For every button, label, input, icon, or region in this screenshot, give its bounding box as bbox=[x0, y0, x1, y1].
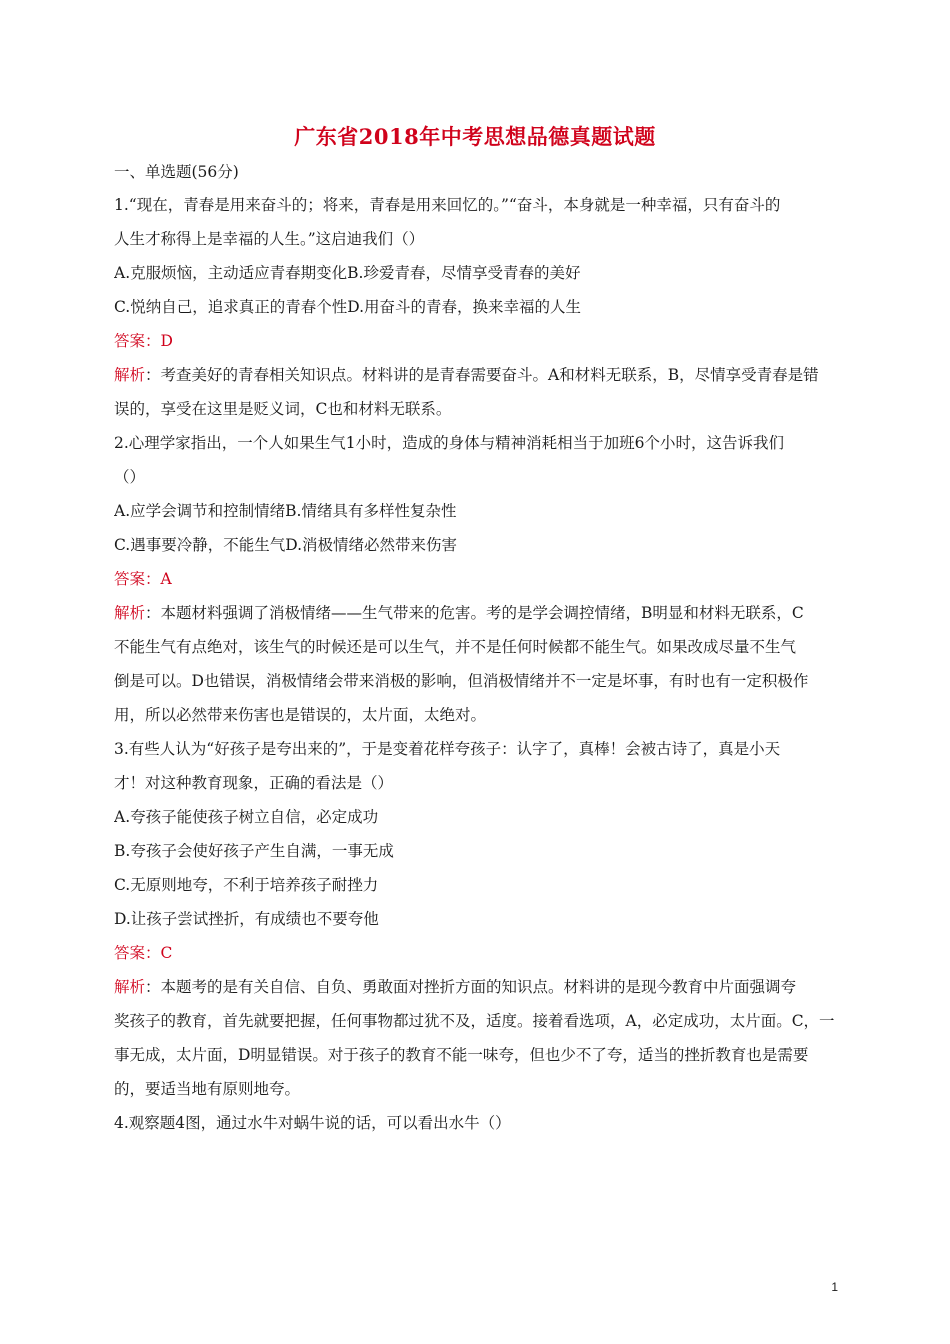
option-line: A.克服烦恼，主动适应青春期变化B.珍爱青春，尽情享受青春的美好 bbox=[114, 264, 581, 282]
analysis-label: 解析 bbox=[114, 978, 146, 996]
page-number: 1 bbox=[831, 1280, 838, 1294]
analysis-line: 的，要适当地有原则地夸。 bbox=[114, 1080, 301, 1098]
question-stem: 1.“现在，青春是用来奋斗的；将来，青春是用来回忆的。”“奋斗，本身就是一种幸福，只有奋斗的 bbox=[114, 196, 781, 214]
question-stem: （） bbox=[114, 468, 146, 486]
question-3 bbox=[114, 732, 839, 1106]
analysis-line bbox=[114, 596, 839, 630]
answer-label: 答案： bbox=[114, 332, 161, 350]
answer-line bbox=[114, 324, 839, 358]
exam-content bbox=[114, 156, 839, 1140]
option-line: C.遇事要冷静，不能生气D.消极情绪必然带来伤害 bbox=[114, 536, 458, 554]
answer-label: 答案： bbox=[114, 944, 161, 962]
question-stem: 2.心理学家指出，一个人如果生气1小时，造成的身体与精神消耗相当于加班6个小时，这告诉我们 bbox=[114, 434, 785, 452]
analysis-line: 奖孩子的教育，首先就要把握，任何事物都过犹不及，适度。接着看选项，A，必定成功，太片面。C，一 bbox=[114, 1012, 835, 1030]
answer-line bbox=[114, 936, 839, 970]
option-line: A.应学会调节和控制情绪B.情绪具有多样性复杂性 bbox=[114, 502, 457, 520]
analysis-label: 解析 bbox=[114, 366, 146, 384]
question-stem: 3.有些人认为“好孩子是夸出来的”，于是变着花样夸孩子：认字了，真棒！会被古诗了，真是小天 bbox=[114, 740, 781, 758]
option-line: B.夸孩子会使好孩子产生自满，一事无成 bbox=[114, 842, 394, 860]
page-title: 广东省2018年中考思想品德真题试题 bbox=[294, 124, 656, 149]
section-heading: 一、单选题(56分) bbox=[114, 163, 239, 181]
answer-line bbox=[114, 562, 839, 596]
question-stem: 人生才称得上是幸福的人生。”这启迪我们（） bbox=[114, 230, 425, 248]
analysis-line: 不能生气有点绝对，该生气的时候还是可以生气，并不是任何时候都不能生气。如果改成尽量不生气 bbox=[114, 638, 797, 656]
analysis-line bbox=[114, 970, 839, 1004]
question-1 bbox=[114, 188, 839, 426]
answer-value: D bbox=[160, 332, 173, 350]
answer-value: C bbox=[160, 944, 173, 962]
question-2 bbox=[114, 426, 839, 732]
answer-value: A bbox=[160, 570, 172, 588]
question-stem: 才！对这种教育现象，正确的看法是（） bbox=[114, 774, 394, 792]
analysis-line: 误的，享受在这里是贬义词，C也和材料无联系。 bbox=[114, 400, 452, 418]
option-line: C.无原则地夸，不利于培养孩子耐挫力 bbox=[114, 876, 379, 894]
option-line: A.夸孩子能使孩子树立自信，必定成功 bbox=[114, 808, 379, 826]
analysis-text: ：本题材料强调了消极情绪——生气带来的危害。考的是学会调控情绪，B明显和材料无联系，C bbox=[145, 604, 804, 622]
analysis-text: ：考查美好的青春相关知识点。材料讲的是青春需要奋斗。A和材料无联系，B，尽情享受青春是错 bbox=[145, 366, 819, 384]
question-4 bbox=[114, 1106, 839, 1140]
analysis-line: 事无成，太片面，D明显错误。对于孩子的教育不能一味夸，但也少不了夸，适当的挫折教育也是需要 bbox=[114, 1046, 809, 1064]
analysis-line: 倒是可以。D也错误，消极情绪会带来消极的影响，但消极情绪并不一定是坏事，有时也有一定积极作 bbox=[114, 672, 809, 690]
analysis-label: 解析 bbox=[114, 604, 146, 622]
answer-label: 答案： bbox=[114, 570, 161, 588]
analysis-line: 用，所以必然带来伤害也是错误的，太片面，太绝对。 bbox=[114, 706, 487, 724]
analysis-line bbox=[114, 358, 839, 392]
option-line: C.悦纳自己，追求真正的青春个性D.用奋斗的青春，换来幸福的人生 bbox=[114, 298, 582, 316]
option-line: D.让孩子尝试挫折，有成绩也不要夸他 bbox=[114, 910, 379, 928]
analysis-text: ：本题考的是有关自信、自负、勇敢面对挫折方面的知识点。材料讲的是现今教育中片面强调夸 bbox=[145, 978, 797, 996]
question-stem: 4.观察题4图，通过水牛对蜗牛说的话，可以看出水牛（） bbox=[114, 1114, 511, 1132]
